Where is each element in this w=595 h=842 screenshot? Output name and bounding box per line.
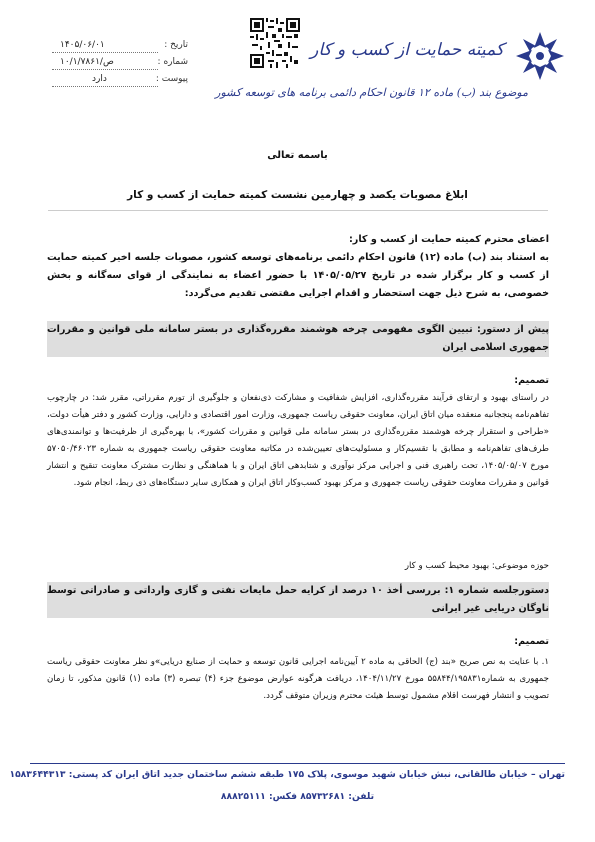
agenda-1-decision-text: ۱. با عنایت به نص صریح «بند (ج) الحاقی به ماده ۲ آیین‌نامه اجرایی قانون توسعه و حمایت از صنایع دریایی»و نظر معاونت حقوقی ریاست جمهوری به شماره۵۵۸۴۴/۱۹۵۸۳۱ مورخ ۱۴۰۴/۱۱/۲۷، دریافت هرگونه عوارض موضوع جزء (۴) تبصره (۳) ماده (۱) قانون مذکور، تا زمان تصویب و انتشار فهرست اقلام مشمول توسط هیئت محترم وزیران متوقف گردد.: [47, 657, 550, 701]
org-logo: [215, 26, 568, 112]
attachment-dotted-line: [52, 86, 158, 87]
agenda-pre-decision-label: تصمیم:: [514, 375, 549, 386]
letter-meta: [52, 40, 192, 91]
org-name: کمیته حمایت از کسب و کار: [310, 40, 504, 60]
subject-line: موضوع بند (ب) ماده ۱۲ قانون احکام دائمی برنامه های توسعه کشور: [215, 86, 528, 99]
emblem-star-icon: [512, 30, 568, 82]
date-dotted-line: [52, 52, 158, 53]
document-title: ابلاغ مصوبات یکصد و چهارمین نشست کمیته حمایت از کسب و کار: [127, 189, 468, 201]
title-divider: [48, 210, 548, 211]
agenda-1-decision-label: تصمیم:: [514, 636, 549, 647]
intro-paragraph: به استناد بند (ب) ماده (۱۲) قانون احکام دائمی برنامه‌های توسعه کشور، مصوبات جلسه اخیر کمیته حمایت از کسب و کار برگزار شده در تاریخ ۱۴۰۵/۰۵/۲۷ با حضور اعضاء به نمایندگی از قوای سه‌گانه و بخش خصوصی، به شرح ذیل جهت استحضار و اقدام اجرایی مقتضی تقدیم می‌گردد:: [47, 252, 549, 299]
footer-contact: تلفن: ۸۵۷۳۲۶۸۱ فکس: ۸۸۸۲۵۱۱۱: [220, 791, 375, 802]
attachment-row: [52, 74, 192, 91]
agenda-pre-decision-text: در راستای بهبود و ارتقای فرآیند مقرره‌گذاری، افزایش شفافیت و مشارکت ذی‌نفعان و جلوگیری از تورم مقرراتی، مقرر شد: در چارچوب تفاهم‌نامه پنججانبه منعقده میان اتاق ایران، معاونت حقوقی ریاست جمهوری، وزارت امور اقتصادی و دارایی، وزارت کشور و دفتر هیأت دولت، «طراحی و استقرار چرخه هوشمند مقرره‌گذاری در بستر سامانه ملی قوانین و مقررات کشور»، با بهره‌گیری از ظرفیت‌ها و توانمندی‌های طرف‌های تفاهم‌نامه و مطابق با تقسیم‌کار و مسئولیت‌های تعیین‌شده در مکاتبه معاونت حقوقی ریاست جمهوری به شماره ۵۷۰۵۰/۴۶۰۲۳ مورخ ۱۴۰۵/۰۵/۰۷، تحت راهبری فنی و اجرایی مرکز نوآوری و شتابدهی اتاق ایران و با هماهنگی و نظارت مشترک معاونت تنقیح و انتشار قوانین و مقررات معاونت حقوقی ریاست جمهوری و مرکز بهبود کسب‌وکار اتاق ایران و همکاری سایر دستگاه‌های ذی ربط، انجام شود.: [47, 393, 549, 488]
number-row: [52, 57, 192, 74]
footer-divider: [30, 763, 565, 764]
number-dotted-line: [52, 69, 158, 70]
date-label: تاریخ :: [164, 40, 188, 50]
attachment-label: پیوست :: [155, 74, 188, 84]
footer-address: تهران – خیابان طالقانی، نبش خیابان شهید موسوی، پلاک ۱۷۵ طبقه ششم ساختمان جدید اتاق ایران کد پستی: ۱۵۸۳۶۴۴۳۱۳: [9, 769, 565, 780]
attachment-value: دارد: [92, 74, 107, 84]
number-value: ۱۰/۱/۷۸۶۱/ص: [60, 57, 114, 67]
recipients-address: اعضای محترم کمیته حمایت از کسب و کار:: [348, 234, 549, 245]
qr-code-icon: [250, 18, 300, 68]
date-value: ۱۴۰۵/۰۶/۰۱: [60, 40, 105, 50]
bismillah: باسمه تعالی: [267, 150, 328, 161]
agenda-pre-heading: پیش از دستور: تبیین الگوی مفهومی چرخه هوشمند مقرره‌گذاری در بستر سامانه ملی قوانین و مقررات جمهوری اسلامی ایران: [47, 324, 549, 353]
agenda-1-heading: دستورجلسه شماره ۱: بررسی أخذ ۱۰ درصد از کرایه حمل مایعات نفتی و گازی وارداتی و صادراتی توسط ناوگان دریایی غیر ایرانی: [47, 585, 549, 614]
agenda-pre-domain: حوزه موضوعی: بهبود محیط کسب و کار: [404, 561, 549, 571]
number-label: شماره :: [157, 57, 188, 67]
date-row: [52, 40, 192, 57]
